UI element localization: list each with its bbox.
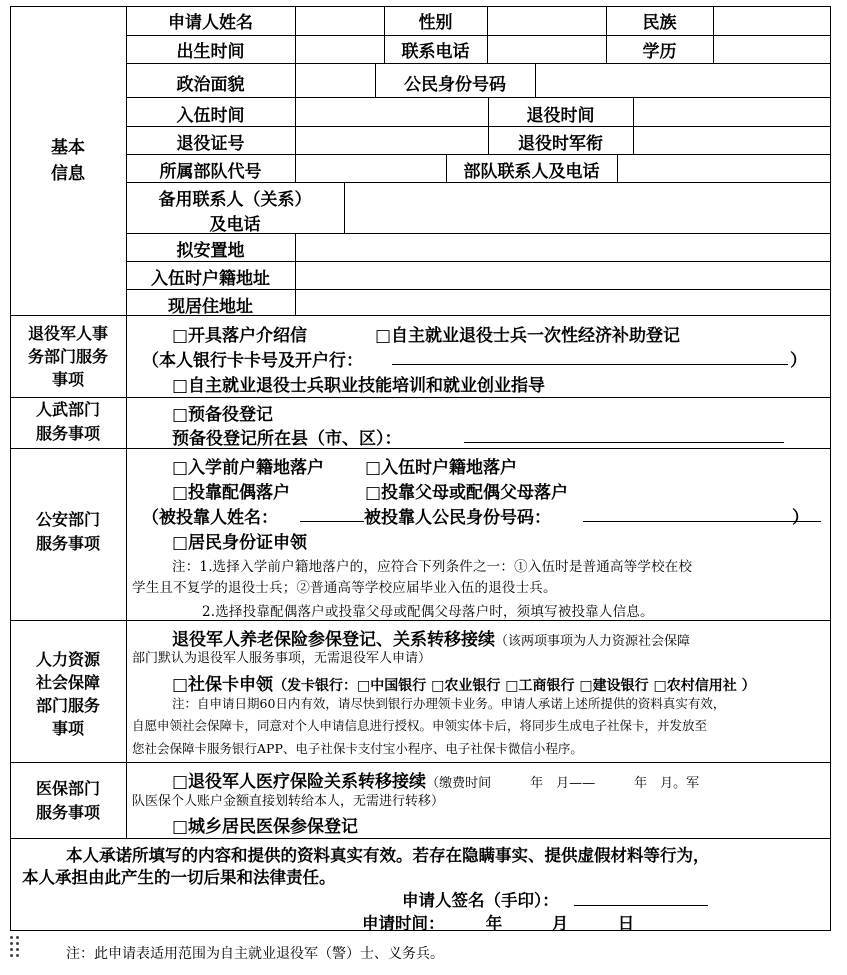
placement-field[interactable] [296,234,830,261]
backup-contact-label-2: 及电话 [209,215,261,235]
political-label: 政治面貌 [176,75,245,95]
birth-field[interactable] [296,36,384,63]
rank-label: 退役时军衔 [518,134,603,154]
unit-contact-field[interactable] [618,155,830,182]
bank-card-label: （本人银行卡卡号及开户行： [142,351,363,371]
pledge-line-2: 本人承担由此产生的一切后果和法律责任。 [22,868,336,887]
ethnicity-field[interactable] [714,7,830,35]
rank-field[interactable] [634,127,830,154]
footer-note: 注：此申请表适用范围为自主就业退役军（警）士、义务兵。 [66,946,444,962]
unit-code-label: 所属部队代号 [159,162,262,182]
parents-hukou-option[interactable]: □投靠父母或配偶父母落户 [365,483,569,503]
medical-transfer-note: （缴费时间 年 月—— 年 月。军 [426,776,700,791]
police-note-1: 注：1.选择入学前户籍地落户的，应符合下列条件之一：①入伍时是普通高等学校在校 [172,559,693,575]
reserve-county-label: 预备役登记所在县（市、区）： [172,429,402,449]
reserve-registration-option[interactable]: □预备役登记 [172,405,274,425]
education-label: 学历 [642,42,677,62]
dependent-name-label: （被投靠人姓名： [142,508,278,528]
name-label: 申请人姓名 [168,13,253,33]
enlist-address-field[interactable] [296,262,830,289]
unit-contact-label: 部队联系人及电话 [463,162,600,182]
medical-transfer-note-2: 队医保个人账户金额直接划转给本人，无需进行转移） [132,794,445,809]
name-field[interactable] [296,7,384,35]
resident-medical-option[interactable]: □城乡居民医保参保登记 [172,817,359,837]
pension-registration-note: （该两项事项为人力资源社会保障 [495,634,691,649]
social-card-item [172,670,756,695]
social-card-application-option[interactable]: □社保卡申领 [172,675,274,695]
discharge-cert-field[interactable] [296,127,488,154]
unit-code-field[interactable] [296,155,446,182]
discharge-cert-label: 退役证号 [176,134,245,154]
bank-card-close: ） [790,351,807,371]
police-note-2: 学生且不复学的退役士兵；②普通高等学校应届毕业入伍的退役士兵。 [132,580,557,596]
current-address-field[interactable] [296,290,830,315]
police-section-label: 公安部门 服务事项 [35,510,100,553]
enlist-time-field[interactable] [296,98,488,126]
ethnicity-label: 民族 [642,13,677,33]
enlist-time-label: 入伍时间 [176,106,245,126]
enlist-address-label: 入伍时户籍地址 [151,269,270,289]
application-date[interactable]: 申请时间： 年 月 日 [362,914,635,933]
birth-label: 出生时间 [176,42,245,62]
social-card-banks[interactable]: （发卡银行：□中国银行 □农业银行 □工商银行 □建设银行 □农村信用社 ） [273,678,756,694]
enlist-hukou-option[interactable]: □入伍时户籍地落户 [365,458,518,478]
dependent-id-label: 被投靠人公民身份号码： [364,508,551,528]
police-note-3: 2.选择投靠配偶落户或投靠父母或配偶父母落户时，须填写被投靠人信息。 [202,604,654,620]
id-number-field[interactable] [536,64,830,97]
medical-transfer-option[interactable]: □退役军人医疗保险关系转移接续 [172,772,427,792]
pension-registration-title: 退役军人养老保险参保登记、关系转移接续 [172,630,495,650]
medical-section-label: 医保部门 服务事项 [35,779,100,822]
armed-section-label: 人武部门 服务事项 [35,400,100,443]
placement-label: 拟安置地 [176,241,245,261]
spouse-hukou-option[interactable]: □投靠配偶落户 [172,483,291,503]
backup-contact-label: 备用联系人（关系） [158,190,312,210]
dependent-id-field[interactable] [583,521,821,522]
drag-handle-icon[interactable] [10,936,22,958]
political-field[interactable] [296,64,375,97]
discharge-time-label: 退役时间 [526,106,595,126]
discharge-time-field[interactable] [634,98,830,126]
current-address-label: 现居住地址 [168,297,253,317]
bank-card-field[interactable] [392,364,788,365]
dependent-name-field[interactable] [300,521,364,522]
hr-section-label: 人力资源 社会保障 部门服务 事项 [35,650,100,738]
dependent-close: ） [792,508,809,528]
pledge-line-1: 本人承诺所填写的内容和提供的资料真实有效。若存在隐瞒事实、提供虚假材料等行为， [66,846,710,865]
gender-label: 性别 [418,13,453,33]
phone-label: 联系电话 [401,42,470,62]
pension-registration-note-2: 部门默认为退役军人服务事项，无需退役军人申请） [132,651,432,666]
id-card-application-option[interactable]: □居民身份证申领 [172,533,308,553]
job-training-option[interactable]: □自主就业退役士兵职业技能培训和就业创业指导 [172,376,546,396]
veterans-section-label: 退役军人事 务部门服务 事项 [27,324,108,389]
id-number-label: 公民身份号码 [404,75,506,95]
backup-contact-field[interactable] [345,183,830,233]
signature-field[interactable] [574,905,708,906]
hr-note-3: 您社会保障卡服务银行APP、电子社保卡支付宝小程序、电子社保卡微信小程序。 [132,741,583,756]
one-time-subsidy-option[interactable]: □自主就业退役士兵一次性经济补助登记 [375,326,681,346]
pre-school-hukou-option[interactable]: □入学前户籍地落户 [172,458,325,478]
hr-note-1: 注：自申请日期60日内有效，请尽快到银行办理领卡业务。申请人承诺上述所提供的资料真实有效， [172,696,726,711]
gender-field[interactable] [488,7,606,35]
signature-label: 申请人签名（手印）： [402,891,559,910]
basic-info-section-label: 基本 信息 [51,138,85,184]
education-field[interactable] [714,36,830,63]
hr-note-2: 自愿申领社会保障卡，同意对个人申请信息进行授权。申领实体卡后，将同步生成电子社保卡，并发放至 [132,718,708,733]
medical-transfer-item [172,767,699,792]
phone-field[interactable] [488,36,606,63]
reserve-county-field[interactable] [464,442,784,443]
open-settlement-letter-option[interactable]: □开具落户介绍信 [172,326,308,346]
